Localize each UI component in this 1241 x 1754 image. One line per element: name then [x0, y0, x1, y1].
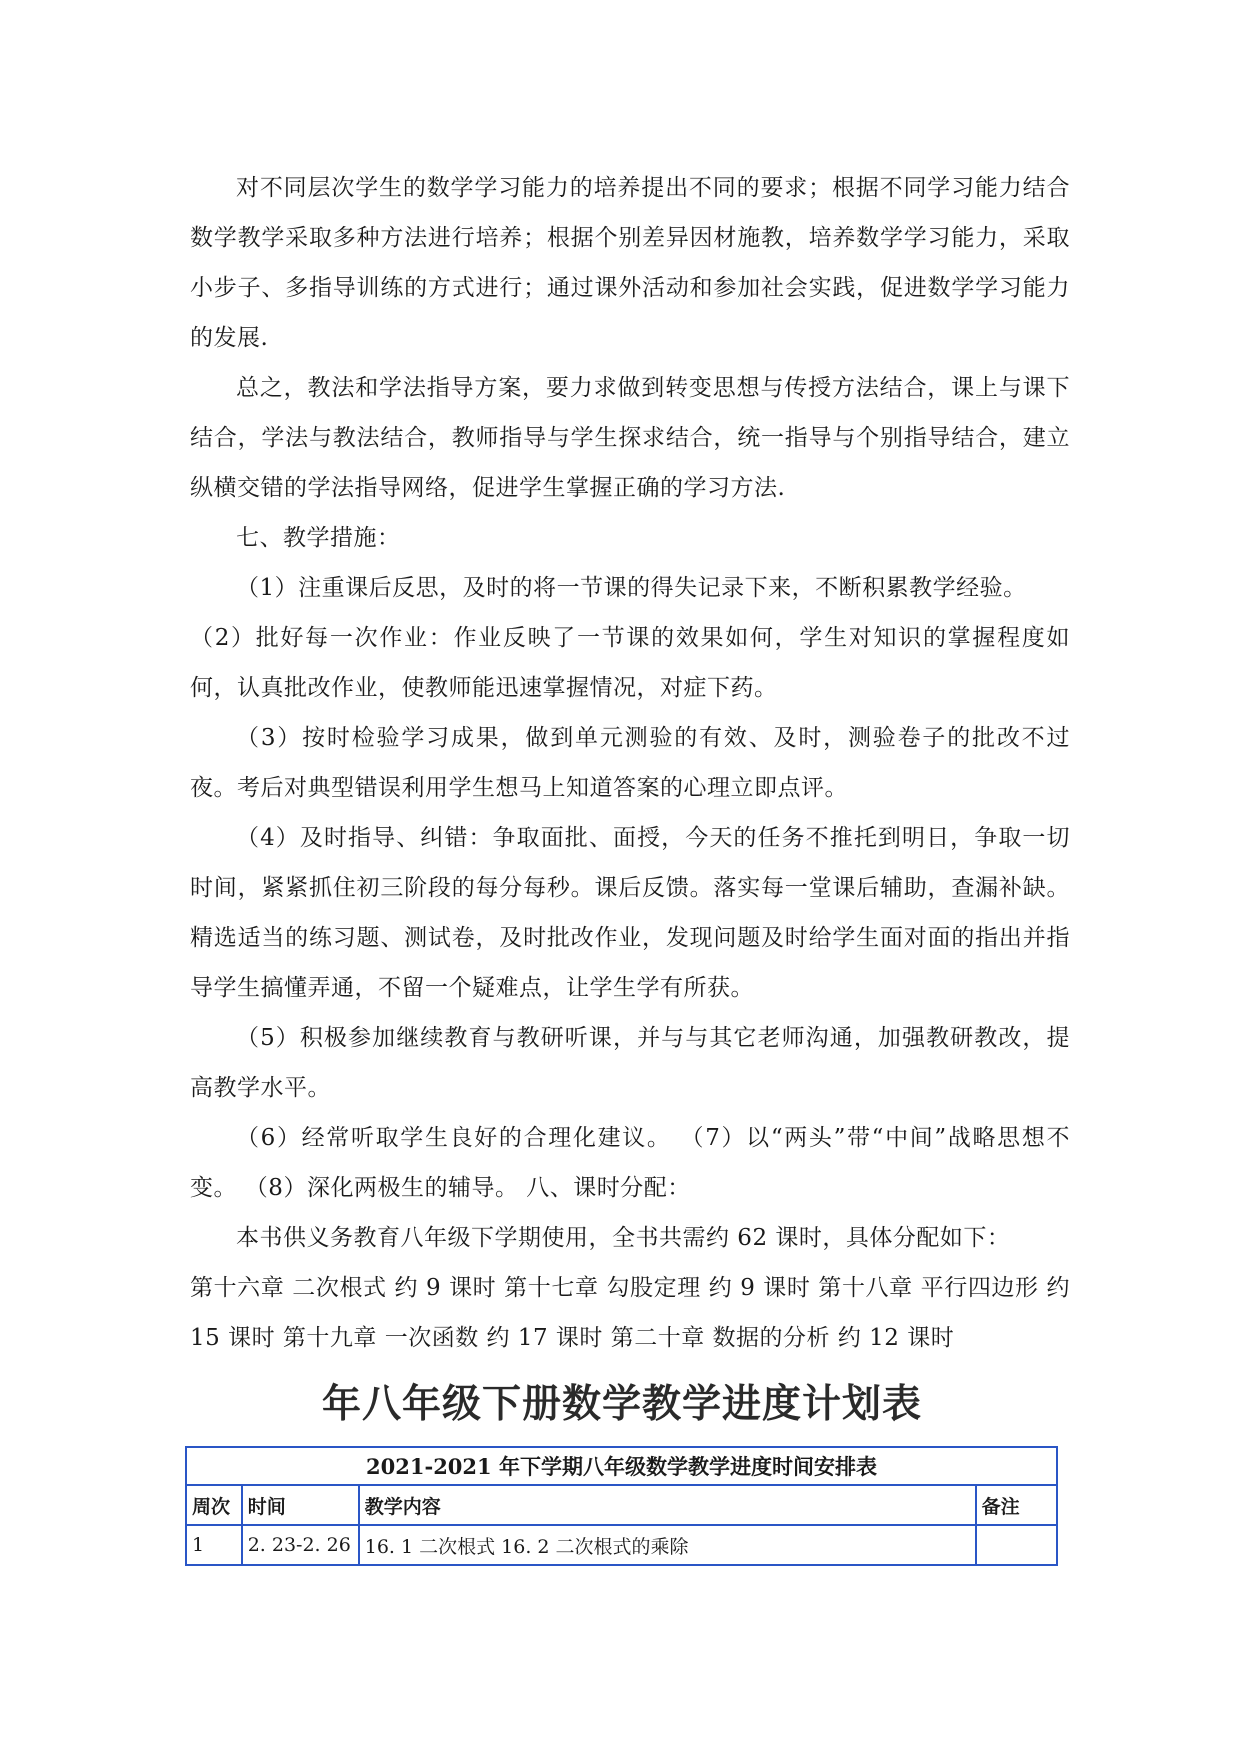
schedule-table: [185, 1446, 1058, 1566]
paragraph-ability-training: 对不同层次学生的数学学习能力的培养提出不同的要求；根据不同学习能力结合数学教学采取多种方法进行培养；根据个别差异因材施教，培养数学学习能力，采取小步子、多指导训练的方式进行；通过课外活动和参加社会实践，促进数学学习能力的发展.: [190, 175, 1070, 351]
measure-1: （1）注重课后反思，及时的将一节课的得失记录下来，不断积累教学经验。: [236, 575, 1027, 601]
cell-notes: [976, 1525, 1057, 1565]
measure-4: （4）及时指导、纠错：争取面批、面授，今天的任务不推托到明日，争取一切时间，紧紧抓住初三阶段的每分每秒。课后反馈。落实每一堂课后辅助，查漏补缺。精选适当的练习题、测试卷，及时批改作业，发现问题及时给学生面对面的指出并指导学生搞懂弄通，不留一个疑难点，让学生学有所获。: [190, 825, 1070, 1001]
measure-5: （5）积极参加继续教育与教研听课，并与与其它老师沟通，加强教研教改，提高教学水平。: [190, 1025, 1070, 1101]
measure-6-8: （6）经常听取学生良好的合理化建议。 （7）以“两头”带“中间”战略思想不变。 （8）深化两极生的辅导。 八、课时分配：: [190, 1125, 1070, 1201]
cell-time: 2. 23-2. 26: [242, 1525, 359, 1565]
table-caption: 2021-2021 年下学期八年级数学教学进度时间安排表: [186, 1447, 1057, 1485]
header-content: 教学内容: [359, 1485, 976, 1525]
table-row: [186, 1525, 1057, 1565]
table-header-row: [186, 1485, 1057, 1525]
page-title: 年八年级下册数学教学进度计划表: [321, 1382, 922, 1427]
header-notes: 备注: [976, 1485, 1057, 1525]
paragraph-chapter-hours: 第十六章 二次根式 约 9 课时 第十七章 勾股定理 约 9 课时 第十八章 平行四边形 约 15 课时 第十九章 一次函数 约 17 课时 第二十章 数据的分析 约 12 课时: [190, 1275, 1070, 1351]
section-heading-teaching-measures: 七、教学措施：: [236, 525, 401, 551]
cell-week: 1: [186, 1525, 242, 1565]
measure-3: （3）按时检验学习成果，做到单元测验的有效、及时，测验卷子的批改不过夜。考后对典型错误利用学生想马上知道答案的心理立即点评。: [190, 725, 1070, 801]
paragraph-summary: 总之，教法和学法指导方案，要力求做到转变思想与传授方法结合，课上与课下结合，学法与教法结合，教师指导与学生探求结合，统一指导与个别指导结合，建立纵横交错的学法指导网络，促进学生掌握正确的学习方法.: [190, 375, 1070, 501]
header-week: 周次: [186, 1485, 242, 1525]
table-caption-row: [186, 1447, 1057, 1485]
paragraph-hour-allocation: 本书供义务教育八年级下学期使用，全书共需约 62 课时，具体分配如下：: [236, 1225, 1011, 1251]
cell-content: 16. 1 二次根式 16. 2 二次根式的乘除: [359, 1525, 976, 1565]
measure-2: （2）批好每一次作业：作业反映了一节课的效果如何，学生对知识的掌握程度如何，认真批改作业，使教师能迅速掌握情况，对症下药。: [190, 625, 1070, 701]
header-time: 时间: [242, 1485, 359, 1525]
body-text: [190, 163, 1070, 1363]
